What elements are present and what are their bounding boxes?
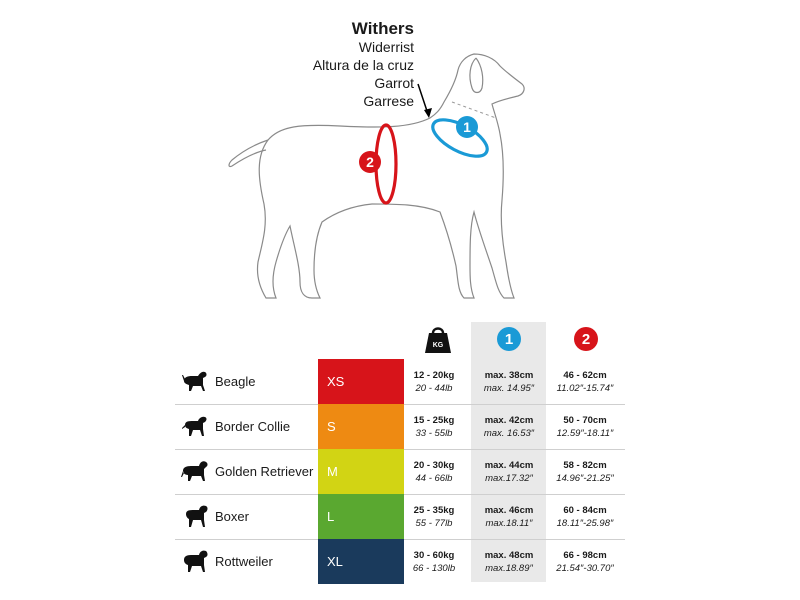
dog-tail bbox=[229, 140, 268, 167]
weight-kg: 30 - 60kg bbox=[413, 549, 455, 561]
weight-lb: 33 - 55lb bbox=[415, 427, 453, 439]
neck-cell bbox=[472, 539, 546, 584]
chest-in: 21.54″-30.70″ bbox=[556, 562, 614, 574]
weight-lb: 20 - 44lb bbox=[415, 382, 453, 394]
neck-in: max.17.32″ bbox=[485, 472, 533, 484]
weight-kg: 25 - 35kg bbox=[413, 504, 455, 516]
weight-header bbox=[418, 322, 458, 356]
chest-cell bbox=[548, 359, 622, 404]
neck-cell bbox=[472, 494, 546, 539]
weight-kg: 15 - 25kg bbox=[413, 414, 455, 426]
size-label: S bbox=[318, 404, 404, 449]
chest-header-badge: 2 bbox=[574, 327, 598, 351]
weight-cell bbox=[397, 494, 471, 539]
table-row bbox=[175, 359, 625, 404]
neck-cm: max. 48cm bbox=[484, 549, 534, 561]
table-row bbox=[175, 539, 625, 584]
neck-in: max. 14.95″ bbox=[483, 382, 535, 394]
size-label: M bbox=[318, 449, 404, 494]
weight-kg: 20 - 30kg bbox=[413, 459, 455, 471]
neck-marker-number: 1 bbox=[463, 119, 471, 135]
neck-header-badge: 1 bbox=[497, 327, 521, 351]
neck-header bbox=[495, 322, 523, 356]
table-row bbox=[175, 494, 625, 539]
dog-breed-icon bbox=[180, 457, 210, 487]
neck-in: max.18.89″ bbox=[485, 562, 533, 574]
weight-lb: 44 - 66lb bbox=[415, 472, 453, 484]
table-row bbox=[175, 449, 625, 494]
chest-cm: 58 - 82cm bbox=[563, 459, 607, 471]
neck-cell bbox=[472, 449, 546, 494]
breed-name: Rottweiler bbox=[215, 554, 273, 569]
withers-title: Withers bbox=[351, 19, 414, 38]
chest-cm: 50 - 70cm bbox=[563, 414, 607, 426]
withers-translation: Garrese bbox=[363, 93, 414, 109]
dog-breed-icon bbox=[180, 367, 210, 397]
breed-name: Border Collie bbox=[215, 419, 291, 434]
weight-cell bbox=[397, 404, 471, 449]
size-label: L bbox=[318, 494, 404, 539]
weight-icon bbox=[423, 324, 453, 354]
chest-cell bbox=[548, 494, 622, 539]
table-row bbox=[175, 404, 625, 449]
chest-header bbox=[572, 322, 600, 356]
dog-breed-icon bbox=[180, 502, 210, 532]
neck-in: max.18.11″ bbox=[485, 517, 533, 529]
weight-cell bbox=[397, 359, 471, 404]
chest-cell bbox=[548, 449, 622, 494]
withers-translation: Altura de la cruz bbox=[312, 57, 414, 73]
neck-cm: max. 46cm bbox=[484, 504, 534, 516]
breed-name: Beagle bbox=[215, 374, 256, 389]
dog-breed-icon bbox=[180, 412, 210, 442]
chest-cm: 66 - 98cm bbox=[563, 549, 607, 561]
dog-breed-icon bbox=[180, 547, 210, 577]
size-label: XS bbox=[318, 359, 404, 404]
breed-name: Golden Retriever bbox=[215, 464, 314, 479]
neck-cm: max. 42cm bbox=[484, 414, 534, 426]
weight-kg: 12 - 20kg bbox=[413, 369, 455, 381]
chest-in: 11.02″-15.74″ bbox=[556, 382, 614, 394]
neck-cell bbox=[472, 404, 546, 449]
chest-cm: 60 - 84cm bbox=[563, 504, 607, 516]
withers-label bbox=[313, 20, 414, 110]
weight-lb: 66 - 130lb bbox=[412, 562, 456, 574]
chest-cell bbox=[548, 539, 622, 584]
withers-translation: Widerrist bbox=[358, 39, 414, 55]
chest-in: 12.59″-18.11″ bbox=[556, 427, 614, 439]
neck-in: max. 16.53″ bbox=[483, 427, 535, 439]
chest-in: 18.11″-25.98″ bbox=[556, 517, 614, 529]
breed-name: Boxer bbox=[215, 509, 249, 524]
chest-marker-number: 2 bbox=[366, 154, 374, 170]
neck-cm: max. 38cm bbox=[484, 369, 534, 381]
chest-cm: 46 - 62cm bbox=[563, 369, 607, 381]
withers-translation: Garrot bbox=[374, 75, 414, 91]
weight-icon-label: KG bbox=[432, 342, 444, 349]
size-label: XL bbox=[318, 539, 404, 584]
chest-in: 14.96″-21.25″ bbox=[556, 472, 614, 484]
dog-ear bbox=[470, 58, 483, 93]
weight-cell bbox=[397, 449, 471, 494]
neck-cell bbox=[472, 359, 546, 404]
weight-lb: 55 - 77lb bbox=[415, 517, 453, 529]
weight-cell bbox=[397, 539, 471, 584]
chest-cell bbox=[548, 404, 622, 449]
neck-cm: max. 44cm bbox=[484, 459, 534, 471]
